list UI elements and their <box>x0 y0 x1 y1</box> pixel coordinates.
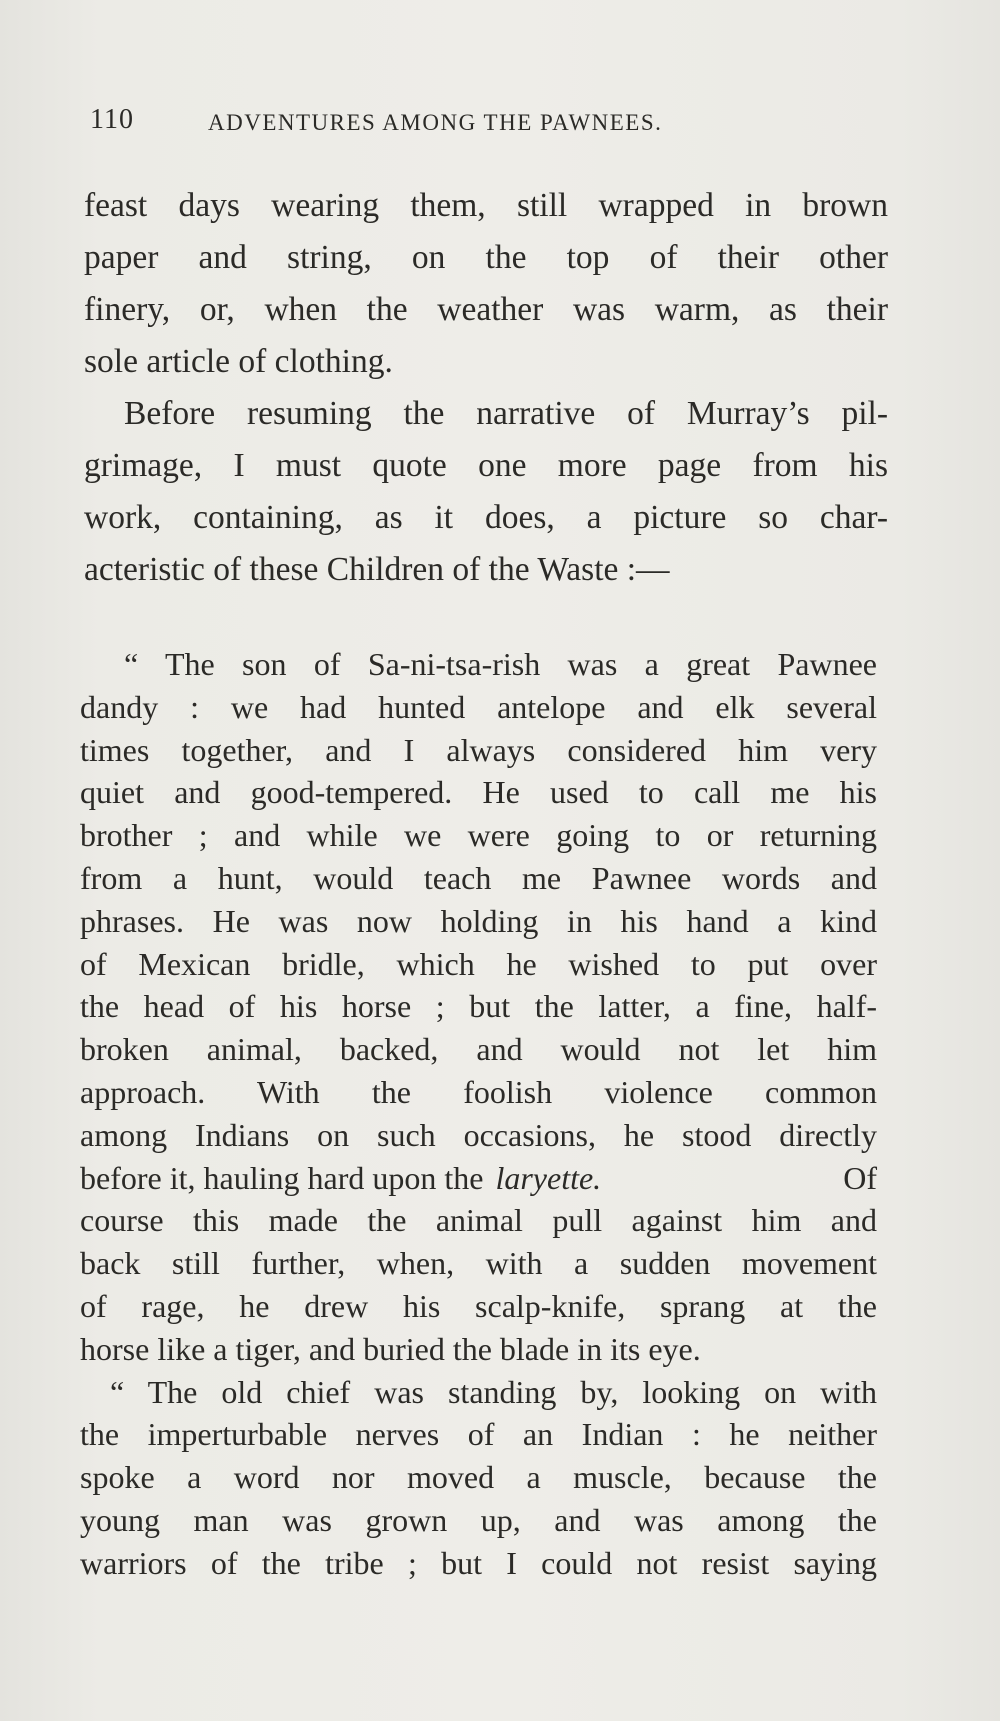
quote-line: phrases. He was now holding in his hand a kind <box>80 902 877 939</box>
quote-line: “ The son of Sa-ni-tsa-rish was a great Pawnee <box>124 646 877 682</box>
quote-line: of Mexican bridle, which he wished to put over <box>80 945 877 982</box>
quote-line: young man was grown up, and was among the <box>80 1501 877 1538</box>
quote-line: times together, and I always considered him very <box>80 731 877 768</box>
text-line: feast days wearing them, still wrapped in brown <box>84 187 888 224</box>
quote-line: back still further, when, with a sudden movement <box>80 1245 877 1282</box>
quote-line: course this made the animal pull against him and <box>80 1202 877 1239</box>
text-line: Before resuming the narrative of Murray’s pil- <box>124 395 888 432</box>
quote-line: from a hunt, would teach me Pawnee words and <box>80 859 877 896</box>
quote-line: of rage, he drew his scalp-knife, sprang at the <box>80 1287 877 1324</box>
quote-line-with-italic <box>80 1157 877 1200</box>
text-line: grimage, I must quote one more page from his <box>84 447 888 484</box>
quote-line: “ The old chief was standing by, looking on with <box>110 1373 877 1410</box>
body-text <box>84 180 888 596</box>
quote-line: brother ; and while we were going to or returning <box>80 817 877 854</box>
text-line: sole article of clothing. <box>84 343 393 380</box>
quote-line-segment: before it, hauling hard upon the <box>80 1159 484 1196</box>
quote-line: quiet and good-tempered. He used to call me his <box>80 774 877 811</box>
quote-line: the imperturbable nerves of an Indian : he neither <box>80 1416 877 1453</box>
quote-line: spoke a word nor moved a muscle, because the <box>80 1459 877 1496</box>
text-line: work, containing, as it does, a picture so char- <box>84 499 888 536</box>
text-line: paper and string, on the top of their other <box>84 239 888 276</box>
text-line: acteristic of these Children of the Waste :— <box>84 551 670 588</box>
quote-line-segment: Of <box>843 1159 877 1196</box>
quote-line: broken animal, backed, and would not let him <box>80 1031 877 1068</box>
quote-line: horse like a tiger, and buried the blade in its eye. <box>80 1330 701 1367</box>
italic-word: laryette. <box>495 1159 602 1196</box>
block-quote <box>80 643 877 1585</box>
quote-line: warriors of the tribe ; but I could not resist saying <box>80 1544 877 1581</box>
quote-line: dandy : we had hunted antelope and elk several <box>80 688 877 725</box>
text-line: finery, or, when the weather was warm, as their <box>84 291 888 328</box>
page-header <box>90 104 890 144</box>
quote-line: among Indians on such occasions, he stood directly <box>80 1116 877 1153</box>
quote-line: the head of his horse ; but the latter, a fine, half- <box>80 988 877 1025</box>
quote-line: approach. With the foolish violence common <box>80 1073 877 1110</box>
page-number: 110 <box>90 104 134 135</box>
running-head: ADVENTURES AMONG THE PAWNEES. <box>208 110 663 135</box>
